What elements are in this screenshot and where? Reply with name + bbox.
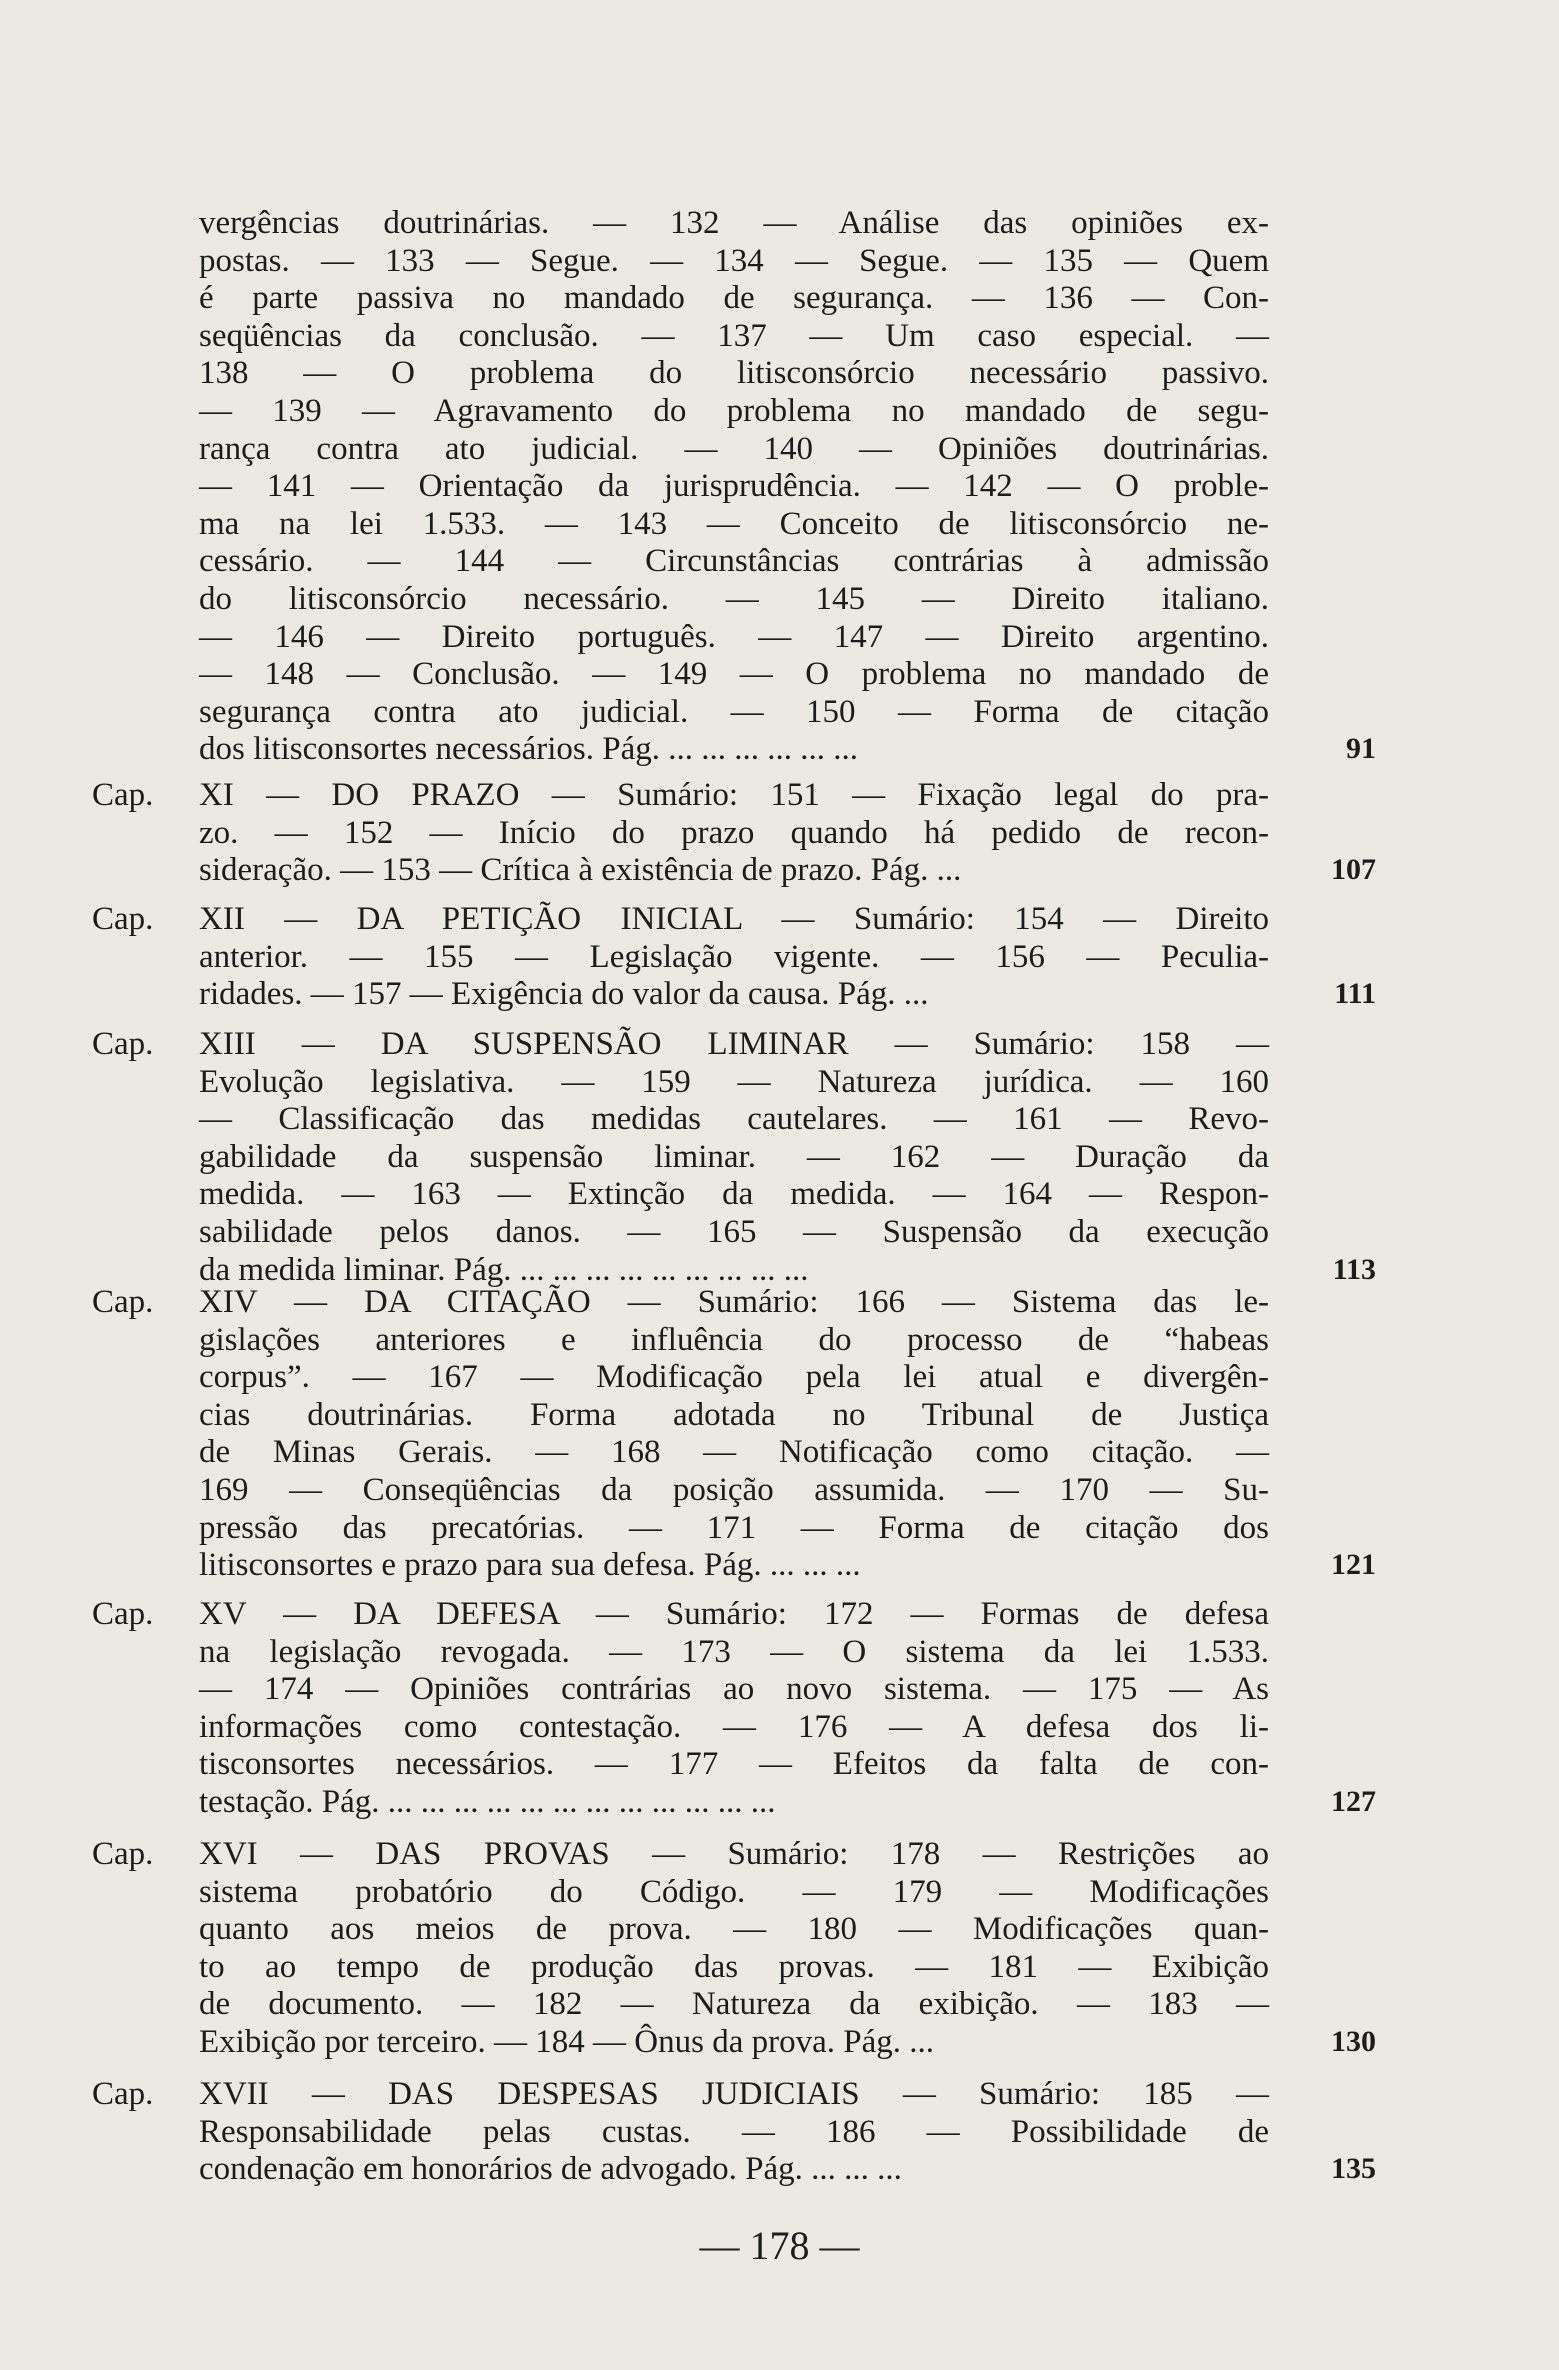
page-folio: — 178 — [699, 2223, 860, 2268]
toc-line: informações como contestação. — 176 — A defesa dos li- [199, 1708, 1269, 1745]
toc-line: sabilidade pelos danos. — 165 — Suspensão da execução [199, 1214, 1269, 1250]
toc-line: gabilidade da suspensão liminar. — 162 — Duração da [199, 1138, 1269, 1175]
page-number: 107 [1331, 853, 1376, 887]
toc-line: — 174 — Opiniões contrárias ao novo sistema. — 175 — As [199, 1671, 1269, 1708]
toc-line: Evolução legislativa. — 159 — Natureza jurídica. — 160 [199, 1063, 1269, 1100]
toc-line: testação. Pág. ... ... ... ... ... ... ... ... ... ... ... ... [199, 1784, 776, 1820]
toc-line: XVI — DAS PROVAS — Sumário: 178 — Restrições ao [199, 1836, 1269, 1872]
toc-line: cias doutrinárias. Forma adotada no Tribunal de Justiça [199, 1396, 1269, 1433]
toc-line: 169 — Conseqüências da posição assumida. — 170 — Su- [199, 1472, 1269, 1508]
toc-line: cessário. — 144 — Circunstâncias contrárias à admissão [199, 543, 1269, 580]
chapter-label: Cap. [92, 1836, 154, 1872]
toc-line: — 146 — Direito português. — 147 — Direito argentino. [199, 618, 1269, 655]
chapter-label: Cap. [92, 2076, 154, 2112]
toc-line: vergências doutrinárias. — 132 — Análise das opiniões ex- [199, 205, 1269, 241]
chapter-label: Cap. [92, 1596, 154, 1632]
toc-line: dos litisconsortes necessários. Pág. ... ... ... ... ... ... [199, 731, 859, 768]
toc-line: XII — DA PETIÇÃO INICIAL — Sumário: 154 — Direito [199, 901, 1269, 937]
toc-line: XV — DA DEFESA — Sumário: 172 — Formas de defesa [199, 1596, 1269, 1632]
page-number: 91 [1346, 732, 1376, 766]
toc-line: corpus”. — 167 — Modificação pela lei atual e divergên- [199, 1359, 1269, 1396]
chapter-label: Cap. [92, 777, 154, 813]
toc-line: litisconsortes e prazo para sua defesa. Pág. ... ... ... [199, 1547, 861, 1584]
toc-line: ridades. — 157 — Exigência do valor da causa. Pág. ... [199, 976, 929, 1013]
page-number: 135 [1331, 2152, 1376, 2186]
chapter-label: Cap. [92, 901, 154, 937]
toc-line: — 148 — Conclusão. — 149 — O problema no mandado de [199, 656, 1269, 693]
toc-line: de documento. — 182 — Natureza da exibição. — 183 — [199, 1986, 1269, 2023]
toc-line: Exibição por terceiro. — 184 — Ônus da prova. Pág. ... [199, 2024, 934, 2060]
toc-line: XIV — DA CITAÇÃO — Sumário: 166 — Sistema das le- [199, 1284, 1269, 1320]
toc-line: rança contra ato judicial. — 140 — Opiniões doutrinárias. [199, 430, 1269, 467]
page-number: 127 [1331, 1785, 1376, 1818]
toc-line: postas. — 133 — Segue. — 134 — Segue. — 135 — Quem [199, 242, 1269, 279]
toc-line: segurança contra ato judicial. — 150 — Forma de citação [199, 693, 1269, 730]
toc-line: quanto aos meios de prova. — 180 — Modificações quan- [199, 1911, 1269, 1948]
toc-line: na legislação revogada. — 173 — O sistema da lei 1.533. [199, 1633, 1269, 1670]
toc-line: de Minas Gerais. — 168 — Notificação como citação. — [199, 1434, 1269, 1471]
toc-line: to ao tempo de produção das provas. — 181 — Exibição [199, 1948, 1269, 1985]
page-number: 113 [1332, 1252, 1376, 1286]
toc-line: 138 — O problema do litisconsórcio necessário passivo. [199, 355, 1269, 392]
toc-line: XVII — DAS DESPESAS JUDICIAIS — Sumário: 185 — [199, 2076, 1269, 2112]
toc-line: — Classificação das medidas cautelares. — 161 — Revo- [199, 1101, 1269, 1138]
toc-line: anterior. — 155 — Legislação vigente. — 156 — Peculia- [199, 938, 1269, 975]
toc-line: Responsabilidade pelas custas. — 186 — Possibilidade de [199, 2113, 1269, 2150]
page-number: 121 [1331, 1548, 1376, 1582]
toc-line: zo. — 152 — Início do prazo quando há pedido de recon- [199, 814, 1269, 851]
toc-line: do litisconsórcio necessário. — 145 — Direito italiano. [199, 581, 1269, 617]
toc-line: sistema probatório do Código. — 179 — Modificações [199, 1873, 1269, 1910]
toc-line: — 141 — Orientação da jurisprudência. — 142 — O proble- [199, 468, 1269, 505]
chapter-label: Cap. [92, 1284, 154, 1320]
toc-line: XIII — DA SUSPENSÃO LIMINAR — Sumário: 158 — [199, 1026, 1269, 1062]
toc-line: tisconsortes necessários. — 177 — Efeitos da falta de con- [199, 1746, 1269, 1783]
page-number: 111 [1334, 977, 1376, 1011]
chapter-label: Cap. [92, 1026, 154, 1062]
toc-line: — 139 — Agravamento do problema no mandado de segu- [199, 393, 1269, 429]
page-number: 130 [1331, 2025, 1376, 2058]
toc-line: pressão das precatórias. — 171 — Forma de citação dos [199, 1509, 1269, 1546]
toc-line: da medida liminar. Pág. ... ... ... ... ... ... ... ... ... [199, 1251, 809, 1288]
toc-line: é parte passiva no mandado de segurança. — 136 — Con- [199, 280, 1269, 317]
toc-line: condenação em honorários de advogado. Pág. ... ... ... [199, 2151, 902, 2188]
toc-line: XI — DO PRAZO — Sumário: 151 — Fixação legal do pra- [199, 777, 1269, 813]
toc-line: medida. — 163 — Extinção da medida. — 164 — Respon- [199, 1176, 1269, 1213]
toc-line: gislações anteriores e influência do processo de “habeas [199, 1321, 1269, 1358]
toc-line: sideração. — 153 — Crítica à existência de prazo. Pág. ... [199, 852, 962, 889]
toc-line: seqüências da conclusão. — 137 — Um caso especial. — [199, 317, 1269, 354]
toc-line: ma na lei 1.533. — 143 — Conceito de litisconsórcio ne- [199, 505, 1269, 542]
